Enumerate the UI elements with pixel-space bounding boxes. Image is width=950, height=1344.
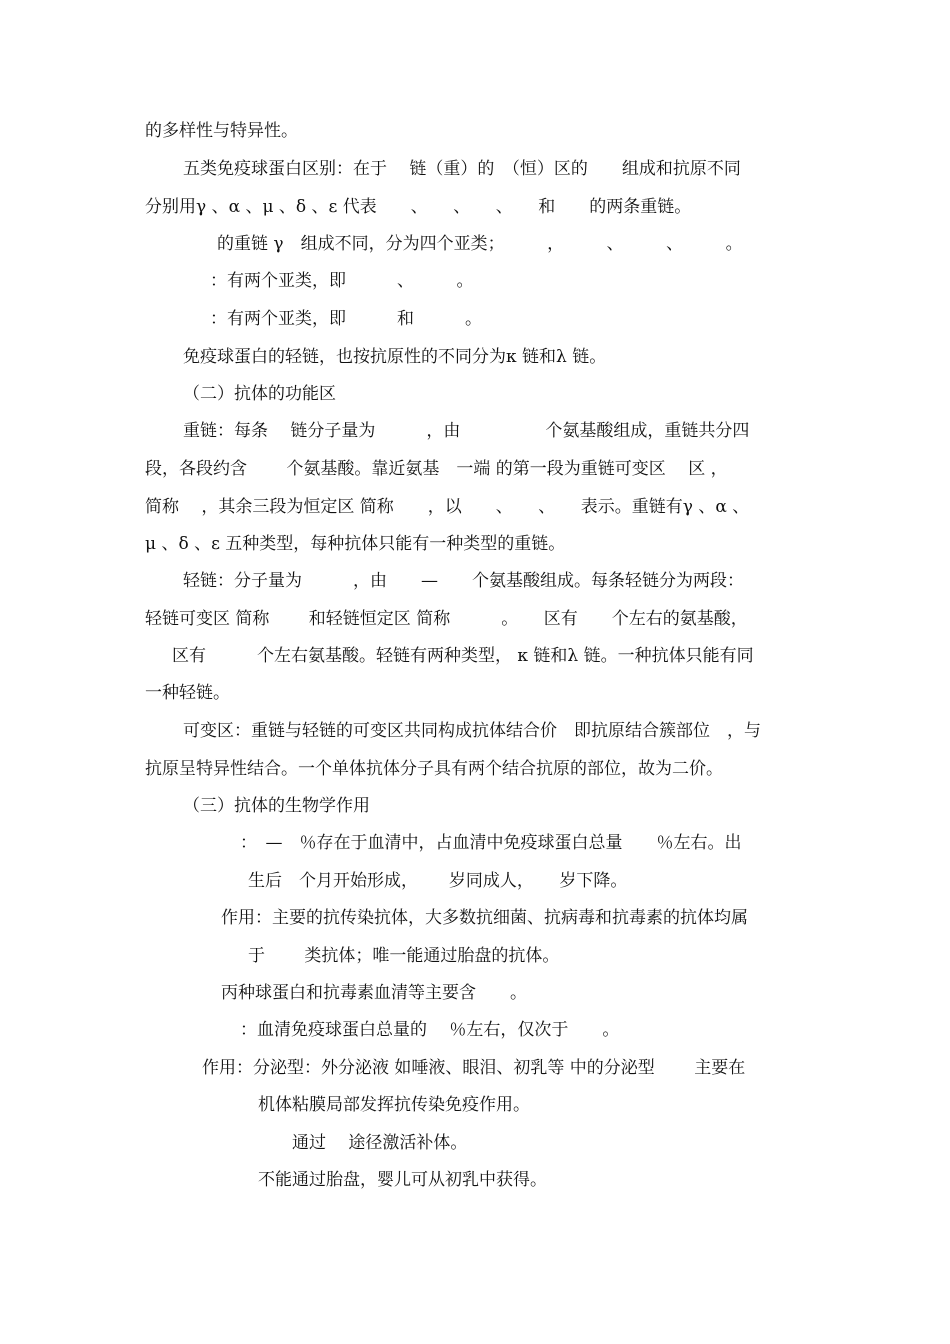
text-line: 区有 个左右氨基酸。轻链有两种类型， κ 链和λ 链。一种抗体只能有同 [172, 646, 754, 666]
text-line: 通过 途径激活补体。 [292, 1133, 468, 1153]
text-line: 免疫球蛋白的轻链，也按抗原性的不同分为κ 链和λ 链。 [183, 347, 607, 367]
text-line: μ 、δ 、ε 五种类型，每种抗体只能有一种类型的重链。 [145, 534, 566, 554]
text-line: 抗原呈特异性结合。一个单体抗体分子具有两个结合抗原的部位，故为二价。 [145, 759, 723, 779]
text-line: 的重链 γ 组成不同，分为四个亚类； ， 、 、 。 [217, 234, 743, 254]
section-heading: （二）抗体的功能区 [183, 384, 336, 404]
text-line: 作用：主要的抗传染抗体，大多数抗细菌、抗病毒和抗毒素的抗体均属 [221, 908, 748, 928]
text-line: 生后 个月开始形成， 岁同成人， 岁下降。 [248, 871, 628, 891]
text-line: 机体粘膜局部发挥抗传染免疫作用。 [258, 1095, 530, 1115]
text-line: 的多样性与特异性。 [145, 121, 298, 141]
text-line: ：血清免疫球蛋白总量的 ％左右，仅次于 。 [240, 1020, 620, 1040]
text-line: 段，各段约含 个氨基酸。靠近氨基 一端 的第一段为重链可变区 区 ， [145, 459, 728, 479]
text-line: 不能通过胎盘，婴儿可从初乳中获得。 [258, 1170, 547, 1190]
text-line: 重链：每条 链分子量为 ，由 个氨基酸组成，重链共分四 [183, 421, 750, 441]
text-line: 五类免疫球蛋白区别：在于 链（重）的 （恒）区的 组成和抗原不同 [183, 159, 741, 179]
text-line: 可变区：重链与轻链的可变区共同构成抗体结合价 即抗原结合簇部位 ，与 [183, 721, 761, 741]
text-line: 轻链可变区 简称 和轻链恒定区 简称 。 区有 个左右的氨基酸， [145, 609, 748, 629]
text-line: ：有两个亚类，即 、 。 [210, 271, 474, 291]
text-line: ：有两个亚类，即 和 。 [210, 309, 482, 329]
text-line: 丙种球蛋白和抗毒素血清等主要含 。 [221, 983, 527, 1003]
text-line: 一种轻链。 [145, 683, 230, 703]
section-heading: （三）抗体的生物学作用 [183, 796, 370, 816]
text-line: 分别用γ 、α 、μ 、δ 、ε 代表 、 、 、 和 的两条重链。 [145, 197, 692, 217]
text-line: 于 类抗体；唯一能通过胎盘的抗体。 [248, 946, 560, 966]
text-line: 作用：分泌型：外分泌液 如唾液、眼泪、初乳等 中的分泌型 主要在 [202, 1058, 746, 1078]
text-line: 简称 ，其余三段为恒定区 简称 ，以 、 、 表示。重链有γ 、α 、 [145, 497, 750, 517]
text-line: ： — ％存在于血清中，占血清中免疫球蛋白总量 ％左右。出 [240, 833, 742, 853]
text-line: 轻链：分子量为 ，由 — 个氨基酸组成。每条轻链分为两段： [183, 571, 744, 591]
